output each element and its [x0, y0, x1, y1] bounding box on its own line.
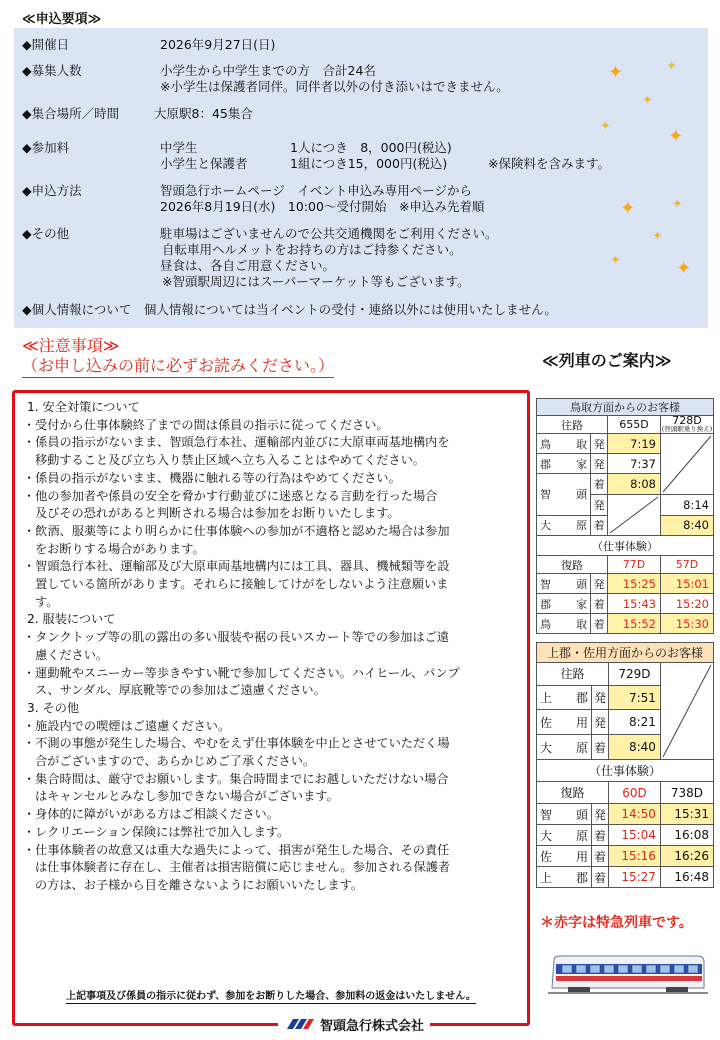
train-number: 60D [608, 782, 660, 804]
time-cell: 8:14 [660, 495, 713, 516]
time-cell: 15:20 [660, 594, 713, 614]
timetable-row [537, 594, 714, 614]
time-cell: 15:01 [660, 574, 713, 594]
return-label: 復路 [537, 782, 609, 804]
time-cell: 8:21 [608, 710, 660, 735]
fee-unit: 1人につき 8，000円(税込) [290, 140, 452, 155]
timetable-row [537, 434, 714, 454]
station-name: 上郡 [537, 685, 592, 710]
rules-line: 及びその恐れがあると判断される場合は参加をお断りいたします。 [35, 506, 400, 521]
privacy-text: ◆個人情報について 個人情報については当イベントの受付・連絡以外には使用いたしません。 [22, 302, 557, 317]
rules-line: ・不測の事態が発生した場合、やむをえず仕事体験を中止とさせていただく場 [23, 736, 450, 751]
caution-title: ≪注意事項≫ [22, 336, 120, 355]
star-icon: ✦ [668, 126, 684, 147]
info-value: 自転車用ヘルメットをお持ちの方はご持参ください。 [162, 242, 462, 257]
rules-line: ・施設内での喫煙はご遠慮ください。 [23, 718, 231, 733]
outline-box [14, 28, 708, 328]
info-value: 2026年9月27日(日) [160, 37, 276, 52]
rules-footer [15, 987, 527, 1002]
station-name: 鳥取 [537, 614, 591, 634]
info-label: ◆集合場所／時間 [22, 106, 120, 121]
dep-arr: 着 [591, 614, 608, 634]
dep-arr: 着 [591, 594, 608, 614]
dep-arr: 着 [591, 515, 608, 536]
time-cell: 15:31 [660, 804, 713, 825]
timetable-row [537, 804, 714, 825]
rules-box [12, 390, 530, 1026]
timetable-title: 鳥取方面からのお客様 [537, 399, 714, 416]
star-icon: ✦ [676, 258, 692, 279]
train-illustration-icon [548, 952, 708, 998]
station-name: 鳥取 [537, 434, 591, 454]
station-name: 智頭 [537, 574, 591, 594]
train-number: 729D [608, 663, 660, 686]
time-cell: 8:40 [608, 735, 660, 760]
rules-heading: 1. 安全対策について [27, 400, 140, 414]
rules-line: ・レクリエーション保険には弊社で加入します。 [23, 824, 290, 839]
info-label: ◆募集人数 [22, 63, 82, 78]
diagonal-cell [660, 434, 713, 495]
rules-line: をお断りする場合があります。 [35, 541, 205, 556]
info-label: ◆申込方法 [22, 183, 82, 198]
rules-line: ・係員の指示がないまま、機器に触れる等の行為はやめてください。 [23, 470, 401, 485]
rules-list [23, 399, 521, 895]
rules-line: 移動すること及び立ち入り禁止区域へ立ち入ることはやめてください。 [35, 453, 425, 468]
train-heading: ≪列車のご案内≫ [542, 351, 672, 370]
timetable-row [537, 825, 714, 846]
work-experience-label: （仕事体験） [537, 536, 714, 556]
train-number: 77D [607, 556, 660, 574]
rules-line: ・受付から仕事体験終了までの間は係員の指示に従ってください。 [23, 417, 389, 432]
rules-line: ス、サンダル、厚底靴等での参加はご遠慮ください。 [35, 683, 326, 698]
company-name: 智頭急行株式会社 [320, 1018, 425, 1034]
star-icon: ✦ [642, 93, 653, 108]
no-stop-icon [608, 495, 660, 535]
timetable-tottori [536, 398, 714, 634]
dep-arr: 発 [591, 804, 608, 825]
timetable-row [537, 574, 714, 594]
info-row-privacy [22, 302, 557, 318]
dep-arr: 発 [591, 685, 608, 710]
no-stop-icon [661, 663, 713, 759]
station-name: 智頭 [537, 804, 592, 825]
company-logo-icon [284, 1018, 314, 1030]
timetable-title: 上郡・佐用方面からのお客様 [537, 643, 714, 663]
dep-arr: 着 [591, 846, 608, 867]
rules-line: ・飲酒、服薬等により明らかに仕事体験への参加が不適格と認めた場合は参加 [23, 523, 450, 538]
rules-line: の方は、お子様から目を離さないようにお願いいたします。 [35, 877, 364, 892]
timetable-row [537, 614, 714, 634]
info-value: ※小学生は保護者同伴。同伴者以外の付き添いはできません。 [160, 79, 509, 94]
company-mark [278, 1015, 430, 1033]
rules-line: 合がございますので、あらかじめご了承ください。 [35, 754, 316, 769]
rules-line: ・運動靴やスニーカー等歩きやすい靴で参加してください。ハイヒール、パンプ [23, 665, 460, 680]
station-name: 大原 [537, 515, 591, 536]
fee-who: 中学生 [160, 140, 198, 155]
outline-title: ≪申込要項≫ [22, 12, 102, 27]
star-icon: ✦ [610, 253, 621, 268]
station-name: 郡家 [537, 454, 591, 474]
express-note: ＊赤字は特急列車です。 [540, 915, 693, 931]
rules-line: はキャンセルとみなし参加できない場合がございます。 [35, 789, 339, 804]
timetable-row [537, 846, 714, 867]
train-number [660, 416, 713, 434]
dep-arr: 発 [591, 454, 608, 474]
time-cell: 14:50 [608, 804, 660, 825]
rules-line: ・身体的に障がいがある方はご相談ください。 [23, 807, 279, 822]
rules-line: ・係員の指示がないまま、智頭急行本社、運輸部内並びに大原車両基地構内を [23, 435, 450, 450]
rules-line: す。 [35, 594, 59, 609]
star-icon: ✦ [608, 62, 624, 83]
dep-arr: 着 [591, 735, 608, 760]
rules-footer-text: 上記事項及び係員の指示に従わず、参加をお断りした場合、参加料の返金はいたしません。 [66, 991, 476, 1002]
star-icon: ✦ [652, 229, 663, 244]
dep-arr: 着 [591, 867, 608, 888]
time-cell: 15:27 [608, 867, 660, 888]
info-value: 昼食は、各自ご用意ください。 [160, 258, 336, 273]
info-value: 大原駅8：45集合 [154, 106, 253, 121]
time-cell: 15:30 [660, 614, 713, 634]
station-name: 上郡 [537, 867, 592, 888]
rules-line: ・集合時間は、厳守でお願いします。集合時間までにお越しいただけない場合 [23, 771, 449, 786]
star-icon: ✦ [600, 119, 611, 134]
star-icon: ✦ [672, 197, 683, 212]
rules-line: ・他の参加者や係員の安全を脅かす行動並びに迷惑となる言動を行った場合 [23, 488, 438, 503]
station-name: 佐用 [537, 710, 592, 735]
dep-arr: 発 [591, 434, 608, 454]
return-label: 復路 [537, 556, 608, 574]
time-cell: 8:08 [607, 474, 660, 495]
station-name: 郡家 [537, 594, 591, 614]
time-cell: 7:19 [607, 434, 660, 454]
train-number: 655D [607, 416, 660, 434]
time-cell: 16:26 [660, 846, 713, 867]
info-value: ※智頭駅周辺にはスーパーマーケット等もございます。 [162, 274, 470, 289]
time-cell: 7:51 [608, 685, 660, 710]
time-cell: 8:40 [660, 515, 713, 536]
rules-line: 置している箇所があります。それらに接触してけがをしないよう注意願いま [35, 577, 449, 592]
fee-note: ※保険料を含みます。 [488, 156, 610, 171]
time-cell: 7:37 [607, 454, 660, 474]
info-label: ◆開催日 [22, 37, 70, 52]
outbound-label: 往路 [537, 663, 609, 686]
time-cell: 16:08 [660, 825, 713, 846]
rules-heading: 2. 服装について [27, 612, 116, 627]
info-value: 2026年8月19日(水) 10:00～受付開始 ※申込み先着順 [160, 199, 485, 214]
train-number: 738D [660, 782, 713, 804]
fee-who: 小学生と保護者 [160, 156, 248, 171]
rules-line: ・仕事体験者の故意又は重大な過失によって、損害が発生した場合、その責任 [23, 842, 450, 857]
station-name: 智頭 [537, 474, 591, 516]
time-cell: 15:25 [607, 574, 660, 594]
info-label: ◆その他 [22, 226, 70, 241]
dep-arr: 発 [591, 710, 608, 735]
time-cell: 16:48 [660, 867, 713, 888]
info-value: 駐車場はございませんので公共交通機関をご利用ください。 [160, 226, 498, 241]
outbound-label: 往路 [537, 416, 608, 434]
dep-arr: 着 [591, 474, 608, 495]
info-value: 智頭急行ホームページ イベント申込み専用ページから [160, 183, 473, 198]
rules-line: ・タンクトップ等の肌の露出の多い服装や裾の長いスカート等での参加はご遠 [23, 630, 449, 645]
diagonal-cell [660, 663, 713, 760]
fee-line [160, 140, 610, 156]
rules-line: ・智頭急行本社、運輸部及び大原車両基地構内には工具、器具、機械類等を設 [23, 559, 450, 574]
time-cell: 15:43 [607, 594, 660, 614]
station-name: 佐用 [537, 846, 592, 867]
timetable-kamigori [536, 642, 714, 888]
time-cell: 15:04 [608, 825, 660, 846]
time-cell: 15:16 [608, 846, 660, 867]
info-value: 小学生から中学生までの方 合計24名 [160, 63, 376, 78]
train-number-text: 728D [672, 414, 702, 427]
star-icon: ✦ [666, 59, 677, 74]
fee-unit: 1組につき15，000円(税込) [290, 156, 448, 171]
station-name: 大原 [537, 735, 592, 760]
fee-line [160, 156, 610, 172]
train-number: 57D [660, 556, 713, 574]
dep-arr: 着 [591, 825, 608, 846]
diagonal-cell [607, 495, 660, 536]
info-label: ◆参加料 [22, 140, 70, 155]
transfer-note: (智頭駅乗り換え) [661, 425, 713, 433]
dep-arr: 発 [591, 495, 608, 516]
station-name: 大原 [537, 825, 592, 846]
caution-subtitle: （お申し込みの前に必ずお読みください。） [22, 356, 334, 378]
timetable-row [537, 867, 714, 888]
time-cell: 15:52 [607, 614, 660, 634]
rules-line: 慮ください。 [35, 647, 109, 662]
dep-arr: 発 [591, 574, 608, 594]
rules-heading: 3. その他 [27, 700, 80, 715]
no-stop-icon [661, 434, 713, 494]
work-experience-label: （仕事体験） [537, 760, 714, 782]
rules-line: は仕事体験者に存在し、主催者は損害賠償に応じません。参加される保護者 [35, 860, 451, 875]
star-icon: ✦ [620, 198, 636, 219]
